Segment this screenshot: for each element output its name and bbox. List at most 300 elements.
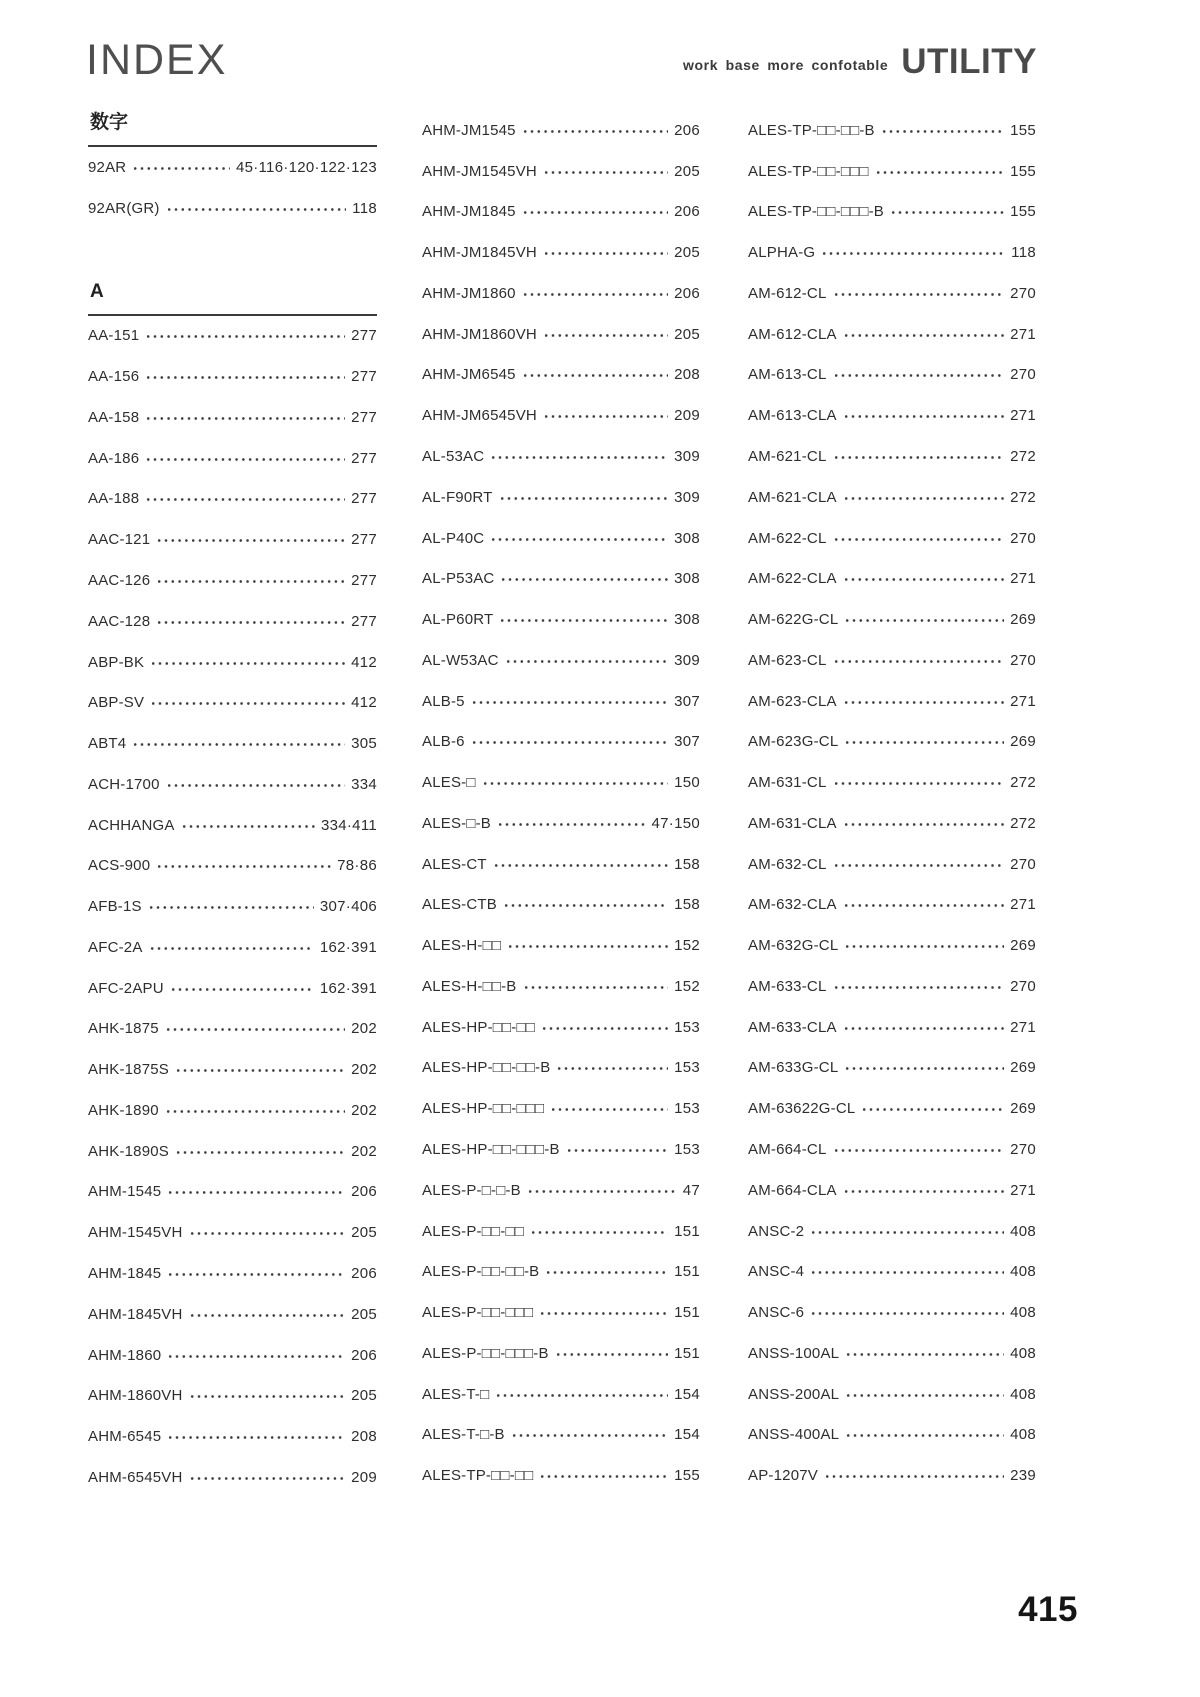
entry-page: 305 — [351, 735, 377, 753]
entry-name: AHM-JM1860 — [422, 284, 516, 302]
entry-name: AHK-1875S — [88, 1061, 170, 1079]
index-entry — [422, 1374, 700, 1415]
entry-page: 155 — [674, 1467, 700, 1485]
entry-page: 309 — [674, 488, 700, 506]
entry-name: ALB-5 — [422, 692, 465, 710]
dot-leader — [846, 1433, 1004, 1438]
index-entry — [88, 1335, 377, 1376]
dot-leader — [557, 1066, 668, 1071]
entry-page: 205 — [674, 162, 700, 180]
entry-page: 205 — [351, 1224, 377, 1242]
entry-name: AL-P60RT — [422, 611, 494, 629]
entry-name: AHM-1845VH — [88, 1305, 183, 1323]
index-entry — [748, 477, 1036, 518]
dot-leader — [524, 985, 669, 990]
section-heading: A — [88, 277, 377, 316]
entry-page: 277 — [351, 327, 377, 345]
entry-page: 118 — [352, 199, 377, 217]
entry-name: ANSS-200AL — [748, 1385, 840, 1403]
index-entry — [748, 1211, 1036, 1252]
dot-leader — [882, 129, 1004, 134]
dot-leader — [151, 701, 345, 706]
dot-leader — [157, 864, 331, 869]
entry-page: 47·150 — [651, 814, 700, 832]
entry-page: 408 — [1010, 1385, 1036, 1403]
index-entry — [748, 110, 1036, 151]
entry-name: ALES-P-□-□-B — [422, 1181, 521, 1199]
dot-leader — [146, 457, 345, 462]
entry-page: 155 — [1010, 162, 1036, 180]
entry-name: AM-613-CLA — [748, 407, 837, 425]
index-entry — [422, 1455, 700, 1496]
entry-page: 202 — [351, 1142, 377, 1160]
index-column-left — [88, 108, 377, 1498]
dot-leader — [496, 1393, 668, 1398]
entry-page: 412 — [351, 653, 377, 671]
entry-name: AA-156 — [88, 368, 140, 386]
index-entry — [422, 314, 700, 355]
entry-page: 202 — [351, 1020, 377, 1038]
entry-page: 155 — [1010, 203, 1036, 221]
index-entry — [422, 355, 700, 396]
entry-name: AA-158 — [88, 408, 140, 426]
index-entry — [422, 599, 700, 640]
entry-page: 152 — [674, 977, 700, 995]
index-entry — [422, 273, 700, 314]
index-entry — [88, 1009, 377, 1050]
entry-page: 269 — [1010, 733, 1036, 751]
entry-name: ALES-HP-□□-□□ — [422, 1018, 536, 1036]
entry-page: 269 — [1010, 1100, 1036, 1118]
entry-name: AM-664-CL — [748, 1141, 827, 1159]
entry-page: 153 — [674, 1018, 700, 1036]
entry-page: 271 — [1010, 1181, 1036, 1199]
entry-name: AA-151 — [88, 327, 140, 345]
entry-name: AHM-1845 — [88, 1265, 162, 1283]
index-entry — [422, 151, 700, 192]
entry-page: 307 — [674, 692, 700, 710]
entry-page: 270 — [1010, 529, 1036, 547]
dot-leader — [182, 824, 315, 829]
dot-leader — [551, 1107, 668, 1112]
entry-page: 205 — [351, 1305, 377, 1323]
dot-leader — [171, 987, 314, 992]
index-entry — [422, 1415, 700, 1456]
index-entry — [748, 355, 1036, 396]
index-entry — [748, 803, 1036, 844]
dot-leader — [844, 414, 1004, 419]
brand-name: UTILITY — [901, 42, 1037, 81]
index-section — [748, 110, 1036, 1496]
index-entry — [748, 1007, 1036, 1048]
index-section — [422, 110, 700, 1496]
entry-name: AM-612-CL — [748, 284, 827, 302]
entry-name: AHM-6545 — [88, 1428, 162, 1446]
entry-name: AM-631-CLA — [748, 814, 837, 832]
dot-leader — [845, 740, 1004, 745]
entry-name: AP-1207V — [748, 1467, 818, 1485]
dot-leader — [168, 1272, 345, 1277]
index-entry — [422, 803, 700, 844]
dot-leader — [844, 903, 1004, 908]
entry-page: 408 — [1010, 1263, 1036, 1281]
entry-name: ALES-□ — [422, 774, 476, 792]
brand-logo — [683, 44, 1037, 79]
index-entry — [88, 1294, 377, 1335]
index-entry — [88, 188, 377, 229]
index-entry — [422, 192, 700, 233]
index-entry — [88, 1375, 377, 1416]
entry-page: 208 — [674, 366, 700, 384]
index-entry — [748, 273, 1036, 314]
index-entry — [748, 1251, 1036, 1292]
index-entry — [422, 844, 700, 885]
entry-name: AHK-1875 — [88, 1020, 159, 1038]
entry-page: 162·391 — [319, 979, 377, 997]
index-entry — [748, 1455, 1036, 1496]
entry-page: 272 — [1010, 814, 1036, 832]
index-entry — [422, 721, 700, 762]
entry-name: AA-186 — [88, 449, 140, 467]
dot-leader — [500, 496, 669, 501]
index-entry — [748, 314, 1036, 355]
index-entry — [422, 762, 700, 803]
entry-page: 78·86 — [337, 857, 377, 875]
index-entry — [88, 845, 377, 886]
index-entry — [88, 1172, 377, 1213]
entry-name: AHK-1890 — [88, 1101, 159, 1119]
entry-page: 308 — [674, 529, 700, 547]
entry-page: 206 — [351, 1265, 377, 1283]
dot-leader — [150, 946, 314, 951]
dot-leader — [146, 334, 345, 339]
entry-name: ALES-HP-□□-□□□-B — [422, 1141, 560, 1159]
entry-page: 154 — [674, 1385, 700, 1403]
entry-name: AHM-1545VH — [88, 1224, 183, 1242]
index-column-middle — [422, 110, 700, 1496]
dot-leader — [834, 373, 1005, 378]
index-entry — [748, 762, 1036, 803]
entry-name: ALES-H-□□-B — [422, 977, 517, 995]
dot-leader — [844, 333, 1004, 338]
entry-name: AL-P53AC — [422, 570, 495, 588]
entry-page: 277 — [351, 490, 377, 508]
entry-page: 154 — [674, 1426, 700, 1444]
dot-leader — [146, 375, 345, 380]
entry-page: 309 — [674, 651, 700, 669]
entry-name: ANSS-100AL — [748, 1344, 840, 1362]
entry-name: ALES-TP-□□-□□-B — [748, 121, 875, 139]
dot-leader — [844, 577, 1004, 582]
entry-page: 270 — [1010, 366, 1036, 384]
dot-leader — [168, 1435, 345, 1440]
entry-page: 277 — [351, 368, 377, 386]
dot-leader — [523, 373, 668, 378]
dot-leader — [546, 1270, 668, 1275]
dot-leader — [834, 863, 1005, 868]
dot-leader — [846, 1352, 1004, 1357]
entry-page: 47 — [682, 1181, 700, 1199]
entry-page: 272 — [1010, 774, 1036, 792]
dot-leader — [508, 944, 668, 949]
dot-leader — [491, 455, 668, 460]
index-entry — [748, 1374, 1036, 1415]
entry-name: AM-664-CLA — [748, 1181, 837, 1199]
entry-name: ALB-6 — [422, 733, 465, 751]
entry-page: 334 — [351, 775, 377, 793]
entry-name: AHM-JM1860VH — [422, 325, 537, 343]
dot-leader — [149, 905, 314, 910]
entry-name: ANSC-6 — [748, 1304, 805, 1322]
index-entry — [422, 681, 700, 722]
index-entry — [422, 966, 700, 1007]
dot-leader — [540, 1311, 668, 1316]
entry-name: AHM-1545 — [88, 1183, 162, 1201]
dot-leader — [834, 781, 1005, 786]
entry-page: 162·391 — [319, 938, 377, 956]
entry-page: 271 — [1010, 1018, 1036, 1036]
entry-page: 206 — [674, 284, 700, 302]
index-entry — [422, 1048, 700, 1089]
entry-page: 202 — [351, 1101, 377, 1119]
index-entry — [88, 968, 377, 1009]
index-entry — [748, 151, 1036, 192]
index-entry — [748, 640, 1036, 681]
entry-page: 334·411 — [320, 816, 377, 834]
index-section — [88, 277, 377, 1498]
dot-leader — [528, 1189, 677, 1194]
entry-name: ALPHA-G — [748, 244, 816, 262]
entry-page: 277 — [351, 449, 377, 467]
entry-page: 270 — [1010, 1141, 1036, 1159]
entry-name: AHM-JM1545VH — [422, 162, 537, 180]
index-entry — [422, 232, 700, 273]
entry-name: ALES-T-□-B — [422, 1426, 505, 1444]
dot-leader — [166, 1027, 345, 1032]
entry-name: AHM-JM6545 — [422, 366, 516, 384]
dot-leader — [501, 577, 668, 582]
index-entry — [422, 1170, 700, 1211]
entry-page: 208 — [351, 1428, 377, 1446]
dot-leader — [491, 537, 668, 542]
index-entry — [88, 805, 377, 846]
index-entry — [748, 395, 1036, 436]
entry-name: AL-53AC — [422, 448, 485, 465]
entry-page: 408 — [1010, 1304, 1036, 1322]
entry-name: AHM-1860VH — [88, 1387, 183, 1405]
entry-page: 205 — [674, 325, 700, 343]
entry-page: 151 — [674, 1304, 700, 1322]
index-entry — [88, 147, 377, 188]
index-entry — [748, 1333, 1036, 1374]
entry-name: AM-632G-CL — [748, 937, 839, 955]
entry-page: 408 — [1010, 1344, 1036, 1362]
entry-page: 206 — [674, 203, 700, 221]
entry-name: AM-633-CLA — [748, 1018, 837, 1036]
entry-page: 270 — [1010, 651, 1036, 669]
entry-page: 152 — [674, 937, 700, 955]
entry-name: AAC-121 — [88, 531, 151, 549]
index-entry — [748, 1415, 1036, 1456]
dot-leader — [811, 1270, 1004, 1275]
entry-page: 307 — [674, 733, 700, 751]
index-entry — [748, 844, 1036, 885]
entry-name: ALES-CTB — [422, 896, 497, 914]
index-entry — [422, 925, 700, 966]
entry-name: ALES-□-B — [422, 814, 492, 832]
entry-name: AM-632-CL — [748, 855, 827, 873]
dot-leader — [811, 1230, 1004, 1235]
entry-page: 205 — [674, 244, 700, 262]
index-entry — [88, 682, 377, 723]
index-entry — [422, 640, 700, 681]
entry-page: 271 — [1010, 325, 1036, 343]
brand-tagline: work base more confotable — [683, 57, 889, 73]
entry-name: AM-633G-CL — [748, 1059, 839, 1077]
dot-leader — [146, 497, 345, 502]
dot-leader — [504, 903, 668, 908]
entry-name: AM-623-CLA — [748, 692, 837, 710]
index-entry — [88, 1049, 377, 1090]
dot-leader — [523, 129, 668, 134]
dot-leader — [544, 251, 668, 256]
index-entry — [422, 395, 700, 436]
entry-page: 151 — [674, 1344, 700, 1362]
entry-page: 272 — [1010, 488, 1036, 506]
entry-name: AFC-2APU — [88, 979, 164, 997]
entry-page: 202 — [351, 1061, 377, 1079]
entry-name: AA-188 — [88, 490, 140, 508]
entry-name: ALES-TP-□□-□□□-B — [748, 203, 885, 221]
dot-leader — [844, 496, 1004, 501]
entry-page: 206 — [674, 121, 700, 139]
entry-page: 158 — [674, 855, 700, 873]
index-entry — [748, 192, 1036, 233]
index-entry — [88, 1131, 377, 1172]
index-entry — [88, 886, 377, 927]
index-entry — [748, 232, 1036, 273]
dot-leader — [523, 292, 668, 297]
entry-name: AHM-1860 — [88, 1346, 162, 1364]
index-entry — [422, 110, 700, 151]
dot-leader — [472, 740, 668, 745]
entry-name: AHM-6545VH — [88, 1468, 183, 1486]
entry-name: AM-633-CL — [748, 977, 827, 995]
index-entry — [748, 721, 1036, 762]
index-entry — [88, 601, 377, 642]
entry-page: 270 — [1010, 855, 1036, 873]
entry-name: AFB-1S — [88, 898, 142, 916]
dot-leader — [834, 985, 1005, 990]
dot-leader — [133, 742, 345, 747]
entry-name: ALES-P-□□-□□□-B — [422, 1344, 549, 1362]
entry-page: 270 — [1010, 284, 1036, 302]
dot-leader — [846, 1393, 1004, 1398]
entry-name: ABP-BK — [88, 653, 145, 671]
entry-name: AHM-JM1545 — [422, 121, 516, 139]
dot-leader — [190, 1313, 346, 1318]
entry-name: AM-623G-CL — [748, 733, 839, 751]
entry-name: ALES-HP-□□-□□-B — [422, 1059, 551, 1077]
dot-leader — [523, 210, 668, 215]
page-title: INDEX — [86, 36, 228, 84]
index-entry — [748, 966, 1036, 1007]
index-entry — [422, 1129, 700, 1170]
dot-leader — [168, 1190, 345, 1195]
dot-leader — [876, 170, 1004, 175]
entry-name: AL-P40C — [422, 529, 485, 547]
entry-name: ALES-HP-□□-□□□ — [422, 1100, 545, 1118]
entry-name: AFC-2A — [88, 938, 143, 956]
index-entry — [748, 1129, 1036, 1170]
entry-page: 272 — [1010, 448, 1036, 465]
entry-name: AHM-JM1845 — [422, 203, 516, 221]
entry-page: 271 — [1010, 407, 1036, 425]
dot-leader — [834, 292, 1005, 297]
entry-page: 150 — [674, 774, 700, 792]
dot-leader — [822, 251, 1005, 256]
entry-name: ALES-CT — [422, 855, 487, 873]
entry-name: AHK-1890S — [88, 1142, 170, 1160]
dot-leader — [133, 166, 230, 171]
entry-name: ANSS-400AL — [748, 1426, 840, 1444]
dot-leader — [167, 207, 347, 212]
dot-leader — [542, 1026, 668, 1031]
dot-leader — [176, 1150, 345, 1155]
dot-leader — [844, 1026, 1004, 1031]
dot-leader — [834, 537, 1005, 542]
entry-name: ALES-P-□□-□□□ — [422, 1304, 534, 1322]
entry-page: 270 — [1010, 977, 1036, 995]
index-entry — [748, 1292, 1036, 1333]
index-entry — [88, 1253, 377, 1294]
dot-leader — [500, 618, 668, 623]
entry-name: ALES-T-□ — [422, 1385, 490, 1403]
entry-name: AM-622-CL — [748, 529, 827, 547]
index-entry — [422, 477, 700, 518]
entry-page: 206 — [351, 1346, 377, 1364]
dot-leader — [167, 783, 345, 788]
entry-page: 408 — [1010, 1426, 1036, 1444]
entry-name: AM-623-CL — [748, 651, 827, 669]
index-entry — [88, 316, 377, 357]
entry-name: AAC-126 — [88, 572, 151, 589]
dot-leader — [506, 659, 668, 664]
index-entry — [88, 1090, 377, 1131]
index-entry — [748, 1170, 1036, 1211]
entry-page: 277 — [351, 612, 377, 630]
index-entry — [748, 885, 1036, 926]
index-entry — [88, 519, 377, 560]
entry-page: 308 — [674, 570, 700, 588]
index-entry — [748, 1088, 1036, 1129]
dot-leader — [157, 538, 345, 543]
dot-leader — [190, 1394, 346, 1399]
dot-leader — [498, 822, 645, 827]
index-entry — [88, 438, 377, 479]
entry-page: 271 — [1010, 570, 1036, 588]
index-entry — [422, 436, 700, 477]
entry-page: 269 — [1010, 937, 1036, 955]
dot-leader — [472, 700, 668, 705]
entry-name: AM-613-CL — [748, 366, 827, 384]
dot-leader — [540, 1474, 668, 1479]
index-entry — [422, 1251, 700, 1292]
dot-leader — [544, 414, 668, 419]
index-section — [88, 108, 377, 229]
entry-page: 153 — [674, 1059, 700, 1077]
dot-leader — [190, 1231, 346, 1236]
